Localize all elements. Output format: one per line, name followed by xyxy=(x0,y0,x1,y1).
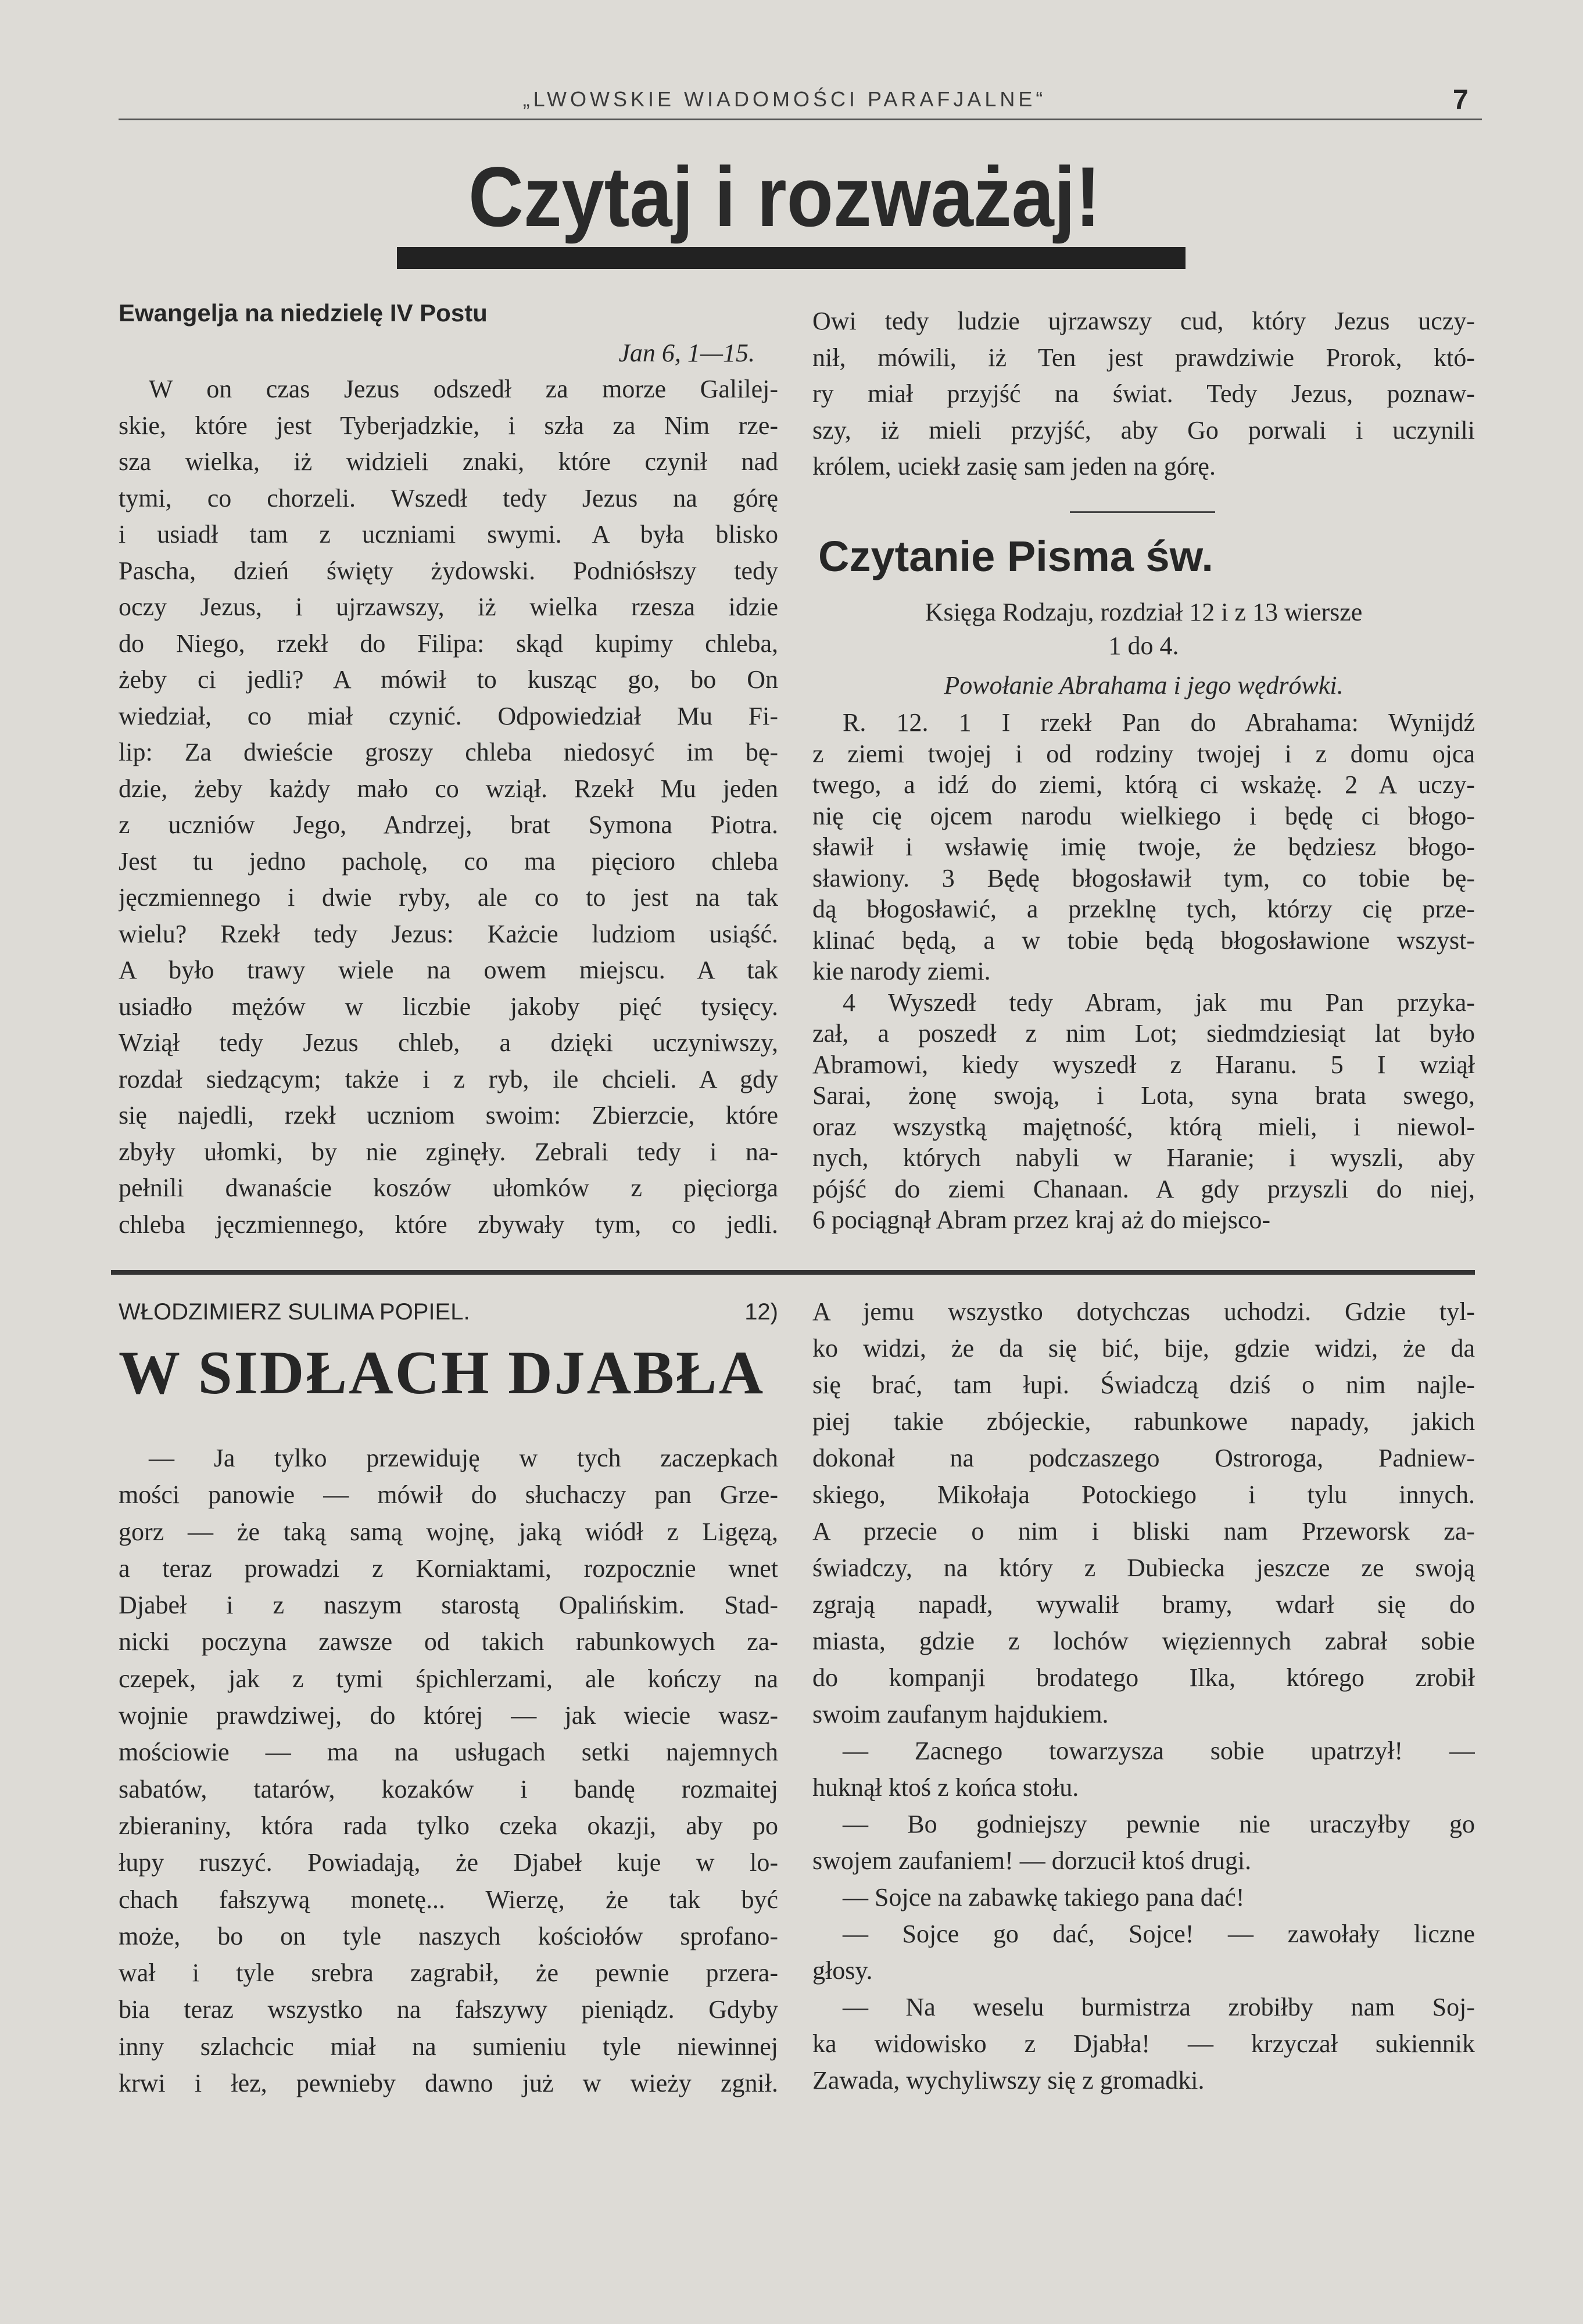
text-line: — Na weselu burmistrza zrobiłby nam Soj- xyxy=(843,1993,1475,2021)
text-line: królem, uciekł zasię sam jeden na górę. xyxy=(812,452,1216,480)
text-line: tymi, co chorzeli. Wszedł tedy Jezus na górę xyxy=(119,483,778,512)
text-line: zbyły ułomki, by nie zginęły. Zebrali tedy i na- xyxy=(119,1137,778,1166)
text-line: nię cię ojcem narodu wielkiego i będę ci błogo- xyxy=(812,801,1475,830)
text-line: świadczy, na który z Dubiecka jeszcze ze swoją xyxy=(812,1554,1475,1582)
text-line: R. 12. 1 I rzekł Pan do Abrahama: Wynijdź xyxy=(843,708,1475,737)
text-line: oczy Jezus, i ujrzawszy, iż wielka rzesza idzie xyxy=(119,593,778,621)
text-line: Wziął tedy Jezus chleb, a dzięki uczyniwszy, xyxy=(119,1028,778,1057)
scripture-heading: Czytanie Pisma św. xyxy=(818,532,1213,580)
text-line: klinać będą, a w tobie będą błogosławione wszyst- xyxy=(812,926,1475,955)
text-line: wiedział, co miał czynić. Odpowiedział Mu Fi- xyxy=(119,701,778,730)
page-number: 7 xyxy=(1453,85,1469,116)
gospel-continuation-text xyxy=(812,303,1475,485)
text-line: się brać, tam łupi. Świadczą dziś o nim najle- xyxy=(812,1371,1475,1399)
text-line: 4 Wyszedł tedy Abram, jak mu Pan przyka- xyxy=(843,988,1475,1017)
title-bar xyxy=(397,247,1186,269)
text-line: mości panowie — mówił do słuchaczy pan Grze- xyxy=(119,1480,778,1509)
text-line: Abramowi, kiedy wyszedł z Haranu. 5 I wziął xyxy=(812,1050,1475,1079)
serial-section xyxy=(119,1294,778,2101)
serial-title: W SIDŁACH DJABŁA xyxy=(119,1339,765,1407)
text-line: Jest tu jedno pacholę, co ma pięcioro chleba xyxy=(119,847,778,876)
text-line: dokonał na podczaszego Ostroroga, Padniew- xyxy=(812,1444,1475,1472)
text-line: czepek, jak z tymi śpichlerzami, ale kończy na xyxy=(119,1664,778,1693)
gospel-section xyxy=(119,299,778,1243)
text-line: skiego, Mikołaja Potockiego i tylu innych. xyxy=(812,1480,1475,1509)
text-line: może, bo on tyle naszych kościołów sprofano- xyxy=(119,1921,778,1950)
text-line: kie narody ziemi. xyxy=(812,957,991,985)
text-line: twego, a idź do ziemi, którą ci wskażę. 2 A uczy- xyxy=(812,770,1475,799)
text-line: skie, które jest Tyberjadzkie, i szła za Nim rze- xyxy=(119,411,778,440)
text-line: żeby ci jedli? A mówił to kusząc go, bo On xyxy=(119,665,778,694)
text-line: huknął ktoś z końca stołu. xyxy=(812,1773,1079,1802)
text-line: sabatów, tatarów, kozaków i bandę rozmaitej xyxy=(119,1774,778,1803)
text-line: dą błogosławić, a przeklnę tych, którzy cię prze- xyxy=(812,895,1475,923)
serial-text-right xyxy=(812,1293,1475,2099)
gospel-heading: Ewangelja na niedzielę IV Postu xyxy=(119,299,488,327)
text-line: — Sojce go dać, Sojce! — zawołały liczne xyxy=(843,1920,1475,1948)
text-line: piej takie zbójeckie, rabunkowe napady, jakich xyxy=(812,1407,1475,1436)
text-line: zał, a poszedł z nim Lot; siedmdziesiąt lat było xyxy=(812,1019,1475,1048)
text-line: pełnili dwanaście koszów ułomków z pięciorga xyxy=(119,1174,778,1202)
header-rule xyxy=(119,119,1482,120)
text-line: sławiony. 3 Będę błogosławił tym, co tobie bę- xyxy=(812,863,1475,892)
text-line: wielu? Rzekł tedy Jezus: Każcie ludziom usiąść. xyxy=(119,919,778,948)
text-line: Zawada, wychyliwszy się z gromadki. xyxy=(812,2066,1205,2095)
text-line: szy, iż mieli przyjść, aby Go porwali i uczynili xyxy=(812,415,1475,444)
page-title: Czytaj i rozważaj! xyxy=(468,149,1101,244)
gospel-continuation xyxy=(812,303,1475,485)
text-line: usiadło mężów w liczbie jakoby pięć tysięcy. xyxy=(119,992,778,1021)
serial-continuation xyxy=(812,1293,1475,2099)
text-line: nicki poczyna zawsze od takich rabunkowych za- xyxy=(119,1627,778,1656)
text-line: bia teraz wszystko na fałszywy pieniądz. Gdyby xyxy=(119,1995,778,2024)
publication-header: „LWOWSKIE WIADOMOŚCI PARAFJALNE“ xyxy=(522,87,1047,111)
text-line: chleba jęczmiennego, które zbywały tym, co jedli. xyxy=(119,1210,778,1239)
serial-text-left xyxy=(119,1440,778,2101)
text-line: ry miał przyjść na świat. Tedy Jezus, poznaw- xyxy=(812,379,1475,408)
text-line: krwi i łez, pewnieby dawno już w wieży zgnił. xyxy=(119,2069,778,2098)
text-line: — Zacnego towarzysza sobie upatrzył! — xyxy=(843,1737,1475,1765)
text-line: 6 pociągnął Abram przez kraj aż do miejsco- xyxy=(812,1206,1271,1234)
scripture-source: Księga Rodzaju, rozdział 12 i z 13 wiersze xyxy=(925,598,1363,626)
text-line: do Niego, rzekł do Filipa: skąd kupimy chleba, xyxy=(119,629,778,658)
text-line: swoim zaufanym hajdukiem. xyxy=(812,1700,1109,1728)
text-line: Pascha, dzień święty żydowski. Podniósłszy tedy xyxy=(119,556,778,585)
text-line: rozdał siedzącym; także i z ryb, ile chcieli. A gdy xyxy=(119,1064,778,1093)
text-line: głosy. xyxy=(812,1956,873,1985)
text-line: jęczmiennego i dwie ryby, ale co to jest na tak xyxy=(119,883,778,912)
text-line: oraz wszystką majętność, którą mieli, i niewol- xyxy=(812,1112,1475,1141)
text-line: zgrają napadł, wywalił bramy, wdarł się do xyxy=(812,1590,1475,1619)
text-line: — Ja tylko przewiduję w tych zaczepkach xyxy=(149,1444,778,1472)
text-line: inny szlachcic miał na sumieniu tyle niewinnej xyxy=(119,2032,778,2061)
text-line: dzie, żeby każdy mało co wziął. Rzekł Mu jeden xyxy=(119,774,778,803)
text-line: zbieraniny, która rada tylko czeka okazji, aby po xyxy=(119,1811,778,1840)
text-line: a teraz prowadzi z Korniaktami, rozpocznie wnet xyxy=(119,1554,778,1583)
text-line: z uczniów Jego, Andrzej, brat Symona Piotra. xyxy=(119,810,778,839)
text-line: ka widowisko z Djabła! — krzyczał sukiennik xyxy=(812,2029,1475,2058)
text-line: sławił i wsławię imię twoje, że będziesz błogo- xyxy=(812,833,1475,861)
text-line: się najedli, rzekł uczniom swoim: Zbierzcie, które xyxy=(119,1101,778,1129)
text-line: ko widzi, że da się bić, bije, gdzie widzi, że da xyxy=(812,1334,1475,1362)
text-line: pójść do ziemi Chanaan. A gdy przyszli do niej, xyxy=(812,1174,1475,1203)
text-line: wał i tyle srebra zagrabił, że pewnie przera- xyxy=(119,1959,778,1988)
text-line: z ziemi twojej i od rodziny twojej i z domu ojca xyxy=(812,739,1475,768)
text-line: mościowie — ma na usługach setki najemnych xyxy=(119,1738,778,1767)
scripture-verses: 1 do 4. xyxy=(1108,632,1179,660)
text-line: lip: Za dwieście groszy chleba niedosyć im bę- xyxy=(119,738,778,766)
gospel-text xyxy=(119,371,778,1243)
text-line: nił, mówili, iż Ten jest prawdziwie Prorok, któ- xyxy=(812,343,1475,372)
gospel-reference: Jan 6, 1—15. xyxy=(618,339,755,367)
scripture-subtitle: Powołanie Abrahama i jego wędrówki. xyxy=(944,671,1344,700)
text-line: A przecie o nim i bliski nam Przeworsk za- xyxy=(812,1517,1475,1545)
text-line: Sarai, żonę swoją, i Lota, syna brata swego, xyxy=(812,1081,1475,1110)
text-line: A było trawy wiele na owem miejscu. A tak xyxy=(119,956,778,984)
text-line: A jemu wszystko dotychczas uchodzi. Gdzie tyl- xyxy=(812,1297,1475,1326)
section-divider xyxy=(111,1270,1475,1275)
text-line: swojem zaufaniem! — dorzucił ktoś drugi. xyxy=(812,1846,1252,1875)
text-line: wojnie prawdziwej, do której — jak wiecie wasz- xyxy=(119,1701,778,1730)
text-line: nych, których nabyli w Haranie; i wyszli, aby xyxy=(812,1143,1475,1172)
text-line: Djabeł i z naszym starostą Opalińskim. Stad- xyxy=(119,1591,778,1620)
text-line: gorz — że taką samą wojnę, jaką wiódł z Ligęzą, xyxy=(119,1517,778,1546)
text-line: i usiadł tam z uczniami swymi. A była blisko xyxy=(119,520,778,548)
section-rule xyxy=(1070,511,1215,513)
text-line: do kompanji brodatego Ilka, którego zrobił xyxy=(812,1663,1475,1692)
text-line: sza wielka, iż widzieli znaki, które czynił nad xyxy=(119,447,778,476)
text-line: miasta, gdzie z lochów więziennych zabrał sobie xyxy=(812,1627,1475,1655)
scripture-text xyxy=(812,707,1475,1236)
scripture-section xyxy=(812,532,1475,1236)
serial-installment: 12) xyxy=(744,1299,778,1325)
text-line: łupy ruszyć. Powiadają, że Djabeł kuje w lo- xyxy=(119,1848,778,1877)
text-line: Owi tedy ludzie ujrzawszy cud, który Jezus uczy- xyxy=(812,307,1475,335)
text-line: W on czas Jezus odszedł za morze Galilej- xyxy=(149,375,778,403)
text-line: chach fałszywą monetę... Wierzę, że tak być xyxy=(119,1885,778,1914)
serial-author: WŁODZIMIERZ SULIMA POPIEL. xyxy=(119,1299,470,1325)
text-line: — Bo godniejszy pewnie nie uraczyłby go xyxy=(843,1810,1475,1838)
text-line: — Sojce na zabawkę takiego pana dać! xyxy=(843,1883,1245,1911)
